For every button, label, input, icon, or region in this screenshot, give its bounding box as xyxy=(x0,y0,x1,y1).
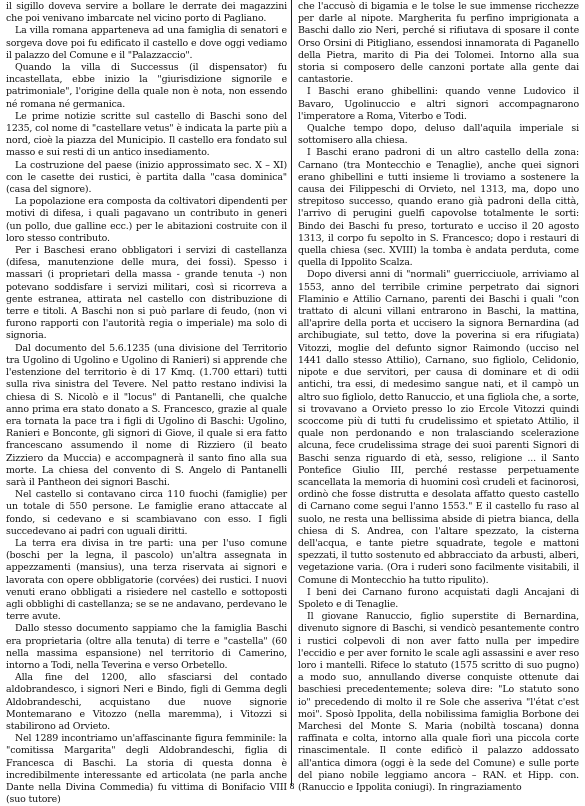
paragraph: Nel 1289 incontriamo un'affascinante figura femminile: la "comitissa Margarita" degli Aldobrandeschi, figlia di Francesca di Baschi. La storia di questa donna è incredibilmente interessante ed articolata (ne parla anche Dante nella Divina Commedia) fu vittima di Bonifacio VIII (suo tutore) xyxy=(6,733,287,806)
paragraph: il sigillo doveva servire a bollare le derrate dei magazzini che poi venivano imbarcate nel vicino porto di Pagliano. xyxy=(6,1,287,25)
paragraph: La villa romana apparteneva ad una famiglia di senatori e sorgeva dove poi fu edificato il castello e dove oggi vediamo il palazzo del Comune e il "Palazzaccio". xyxy=(6,25,287,61)
paragraph: La popolazione era composta da coltivatori dipendenti per motivi di difesa, i quali pagavano un contributo in generi (un pollo, due galline ecc.) per le abitazioni costruite con il loro stesso contributo. xyxy=(6,196,287,244)
paragraph: Quando la villa di Successus (il dispensator) fu incastellata, ebbe inizio la "giurisdizione signorile e patrimoniale", l'origine della quale non è nota, non essendo né romana né germanica. xyxy=(6,62,287,110)
paragraph: che l'accusò di bigamia e le tolse le sue immense ricchezze per darle al nipote. Margherita fu perfino imprigionata a Baschi dallo zio Neri, perché si rifiutava di sposare il conte Orso Orsini di Pitigliano, essendosi innamorata di Paganello della Pietra, marito di Pia dei Tolomei. Intorno alla sua storia si composero delle canzoni portate alla gente dai cantastorie. xyxy=(298,1,579,86)
paragraph: Le prime notizie scritte sul castello di Baschi sono del 1235, col nome di "castellare vetus" è indicata la parte più a nord, cioè la piazza del Municipio. Il castello era fondato sul masso e sui resti di un antico insediamento. xyxy=(6,110,287,159)
paragraph: I beni dei Carnano furono acquistati dagli Ancajani di Spoleto e di Tenaglie. xyxy=(298,586,579,610)
paragraph: I Baschi erano ghibellini: quando venne Ludovico il Bavaro, Ugolinuccio e altri signori accompagnarono l'imperatore a Roma, Viterbo e Todi. xyxy=(298,86,579,122)
paragraph: Il giovane Ranuccio, figlio superstite di Bernardina, divenuto signore di Baschi, si vendicò pesantemente contro i rustici colpevoli di non aver fatto nulla per impedire l'eccidio e per aver fornito le scale agli assassini e aver reso loro i mantelli. Rifece lo statuto (1575 scritto di suo pugno) a modo suo, annullando diverse conquiste ottenute dai baschiesi precedentemente; soleva dire: "Lo statuto sono io" precedendo di molto il re Sole che asseriva "l'état c'est moi". Sposò Ippolita, della nobilissima famiglia Borbone dei Marchesi del Monte S. Maria (nobiltà toscana) donna raffinata e colta, intorno alla quale fiorì una piccola corte rinascimentale. Il conte edificò il palazzo addossato all'antica dimora (oggi è la sede del Comune) e sulle porte del piano nobile leggiamo ancora – RAN. et Hipp. con. (Ranuccio e Ippolita coniugi). In ringraziamento xyxy=(298,611,579,793)
paragraph: Nel castello si contavano circa 110 fuochi (famiglie) per un totale di 550 persone. Le famiglie erano attaccate al fondo, si cedevano e si scambiavano con esso. I figli succedevano ai padri con uguali diritti. xyxy=(6,489,287,537)
page-number: 8 xyxy=(289,782,295,791)
paragraph: La costruzione del paese (inizio approssimato sec. X – XI) con le casette dei rustici, è partita dalla "casa dominica" (casa del signore). xyxy=(6,159,287,196)
paragraph: Alla fine del 1200, allo sfasciarsi del contado aldobrandesco, i signori Neri e Bindo, figli di Gemma degli Aldobrandeschi, acquistano due nuove signorie Montemarano e Vitozzo (nella maremma), i Vitozzi si stabilirono ad Orvieto. xyxy=(6,672,287,732)
column-divider xyxy=(291,0,292,786)
paragraph: Dallo stesso documento sappiamo che la famiglia Baschi era proprietaria (oltre alla tenuta) di terre e "castella" (60 nella massima espansione) nel territorio di Camerino, intorno a Todi, nella Teverina e verso Orbetello. xyxy=(6,623,287,671)
paragraph: Qualche tempo dopo, deluso dall'aquila imperiale si sottomisero alla chiesa. xyxy=(298,123,579,147)
left-text-column xyxy=(6,1,287,806)
paragraph: Dopo diversi anni di "normali" guerricciuole, arriviamo al 1553, anno del terribile crimine perpetrato dai signori Flaminio e Attilio Carnano, parenti dei Baschi i quali "con trattato di alcuni villani entrarono in Baschi, la mattina, all'aprire della porta et uccisero la signora Bernardina (ad archibugiate, sul tetto, dove la poverina si era rifugiata) Vitozzi, moglie del defunto signor Raimondo (ucciso nel 1441 dallo stesso Attilio), Carnano, suo figliolo, Celidonio, nipote e due servitori, per causa di dominare et di odii antichi, tra essi, di medesimo sangue nati, et il campò un altro suo figliolo, detto Ranuccio, et una figliola che, a sorte, si trovavano a Orvieto presso lo zio Ercole Vitozzi quindi scoccome più di tutti fu crudelissimo et spietato Attilio, il quale non perdonando e non tralasciando scelerazione alcuna, fece crudelissima strage dei suoi parenti Signori di Baschi senza riguardo di età, sesso, religione ... il Santo Pontefice Giulio III, perché restasse perpetuamente scancellata la memoria di huomini così crudeli et facinorosi, ordinò che fosse distrutta e desolata affatto questo castello di Carnano come segui l'anno 1553." E il castello fu raso al suolo, ne resta una bellissima abside di pietra bianca, della chiesa di S. Andrea, con l'altare spezzato, la cisterna dell'acqua, e tante pietre squadrate, tegole e mattoni spezzati, il tutto sostenuto ed abbracciato da arbusti, alberi, vegetazione varia. (Ora i ruderi sono facilmente visitabili, il Comune di Montecchio ha tutto ripulito). xyxy=(298,269,579,586)
paragraph: Per i Baschesi erano obbligatori i servizi di castellanza (difesa, manutenzione delle mura, dei fossi). Spesso i massari (i proprietari della massa - grande tenuta -) non potevano soddisfare i servizi militari, così si ricorreva a gente estranea, attirata nel castello con distribuzione di terre e titoli. A Baschi non si può parlare di feudo, (non vi furono rapporti con l'autorità regia o imperiale) ma solo di signoria. xyxy=(6,245,287,342)
paragraph: La terra era divisa in tre parti: una per l'uso comune (boschi per la legna, il pascolo) un'altra assegnata in appezzamenti (mansius), una terza riservata ai signori e lavorata con opere obbligatorie (corvées) dei rustici. I nuovi venuti erano obbligati a risiedere nel castello e sottoposti agli obblighi di castellanza; se se ne andavano, perdevano le terre avute. xyxy=(6,537,287,623)
paragraph: I Baschi erano padroni di un altro castello della zona: Carnano (tra Montecchio e Tenaglie), anche quei signori erano ghibellini e tutti insieme li troviamo a sostenere la causa dei Filippeschi di Orvieto, nel 1313, ma, dopo uno strepitoso successo, quando erano già padroni della città, l'arrivo di perugini guelfi capovolse totalmente le sorti: Bindo dei Baschi fu preso, torturato e ucciso il 20 agosto 1313, il corpo fu sepolto in S. Francesco; dopo i restauri di quella chiesa (sec. XVIII) la tomba è andata perduta, come quella di Ippolito Scalza. xyxy=(298,147,579,269)
paragraph: Dal documento del 5.6.1235 (una divisione del Territorio tra Ugolino di Ugolino e Ugolino di Ranieri) si apprende che l'estenzione del territorio è di 17 Kmq. (1.700 ettari) tutti sulla riva sinistra del Tevere. Nel patto restano indivisi la chiesa di S. Nicolò e il "locus" di Pantanelli, che qualche anno prima era stato donato a S. Francesco, grazie al quale era tornata la pace tra i figli di Ugolino di Baschi: Ugolino, Ranieri e Bonconte, gli signori di Giove, il quale si era fatto francescano assumendo il nome di Rizziero (il beato Zizziero da Muccia) e accompagnerà il santo fino alla sua morte. La chiesa del convento di S. Angelo di Pantanelli sarà il Pantheon dei signori Baschi. xyxy=(6,342,287,488)
right-text-column xyxy=(298,1,579,794)
